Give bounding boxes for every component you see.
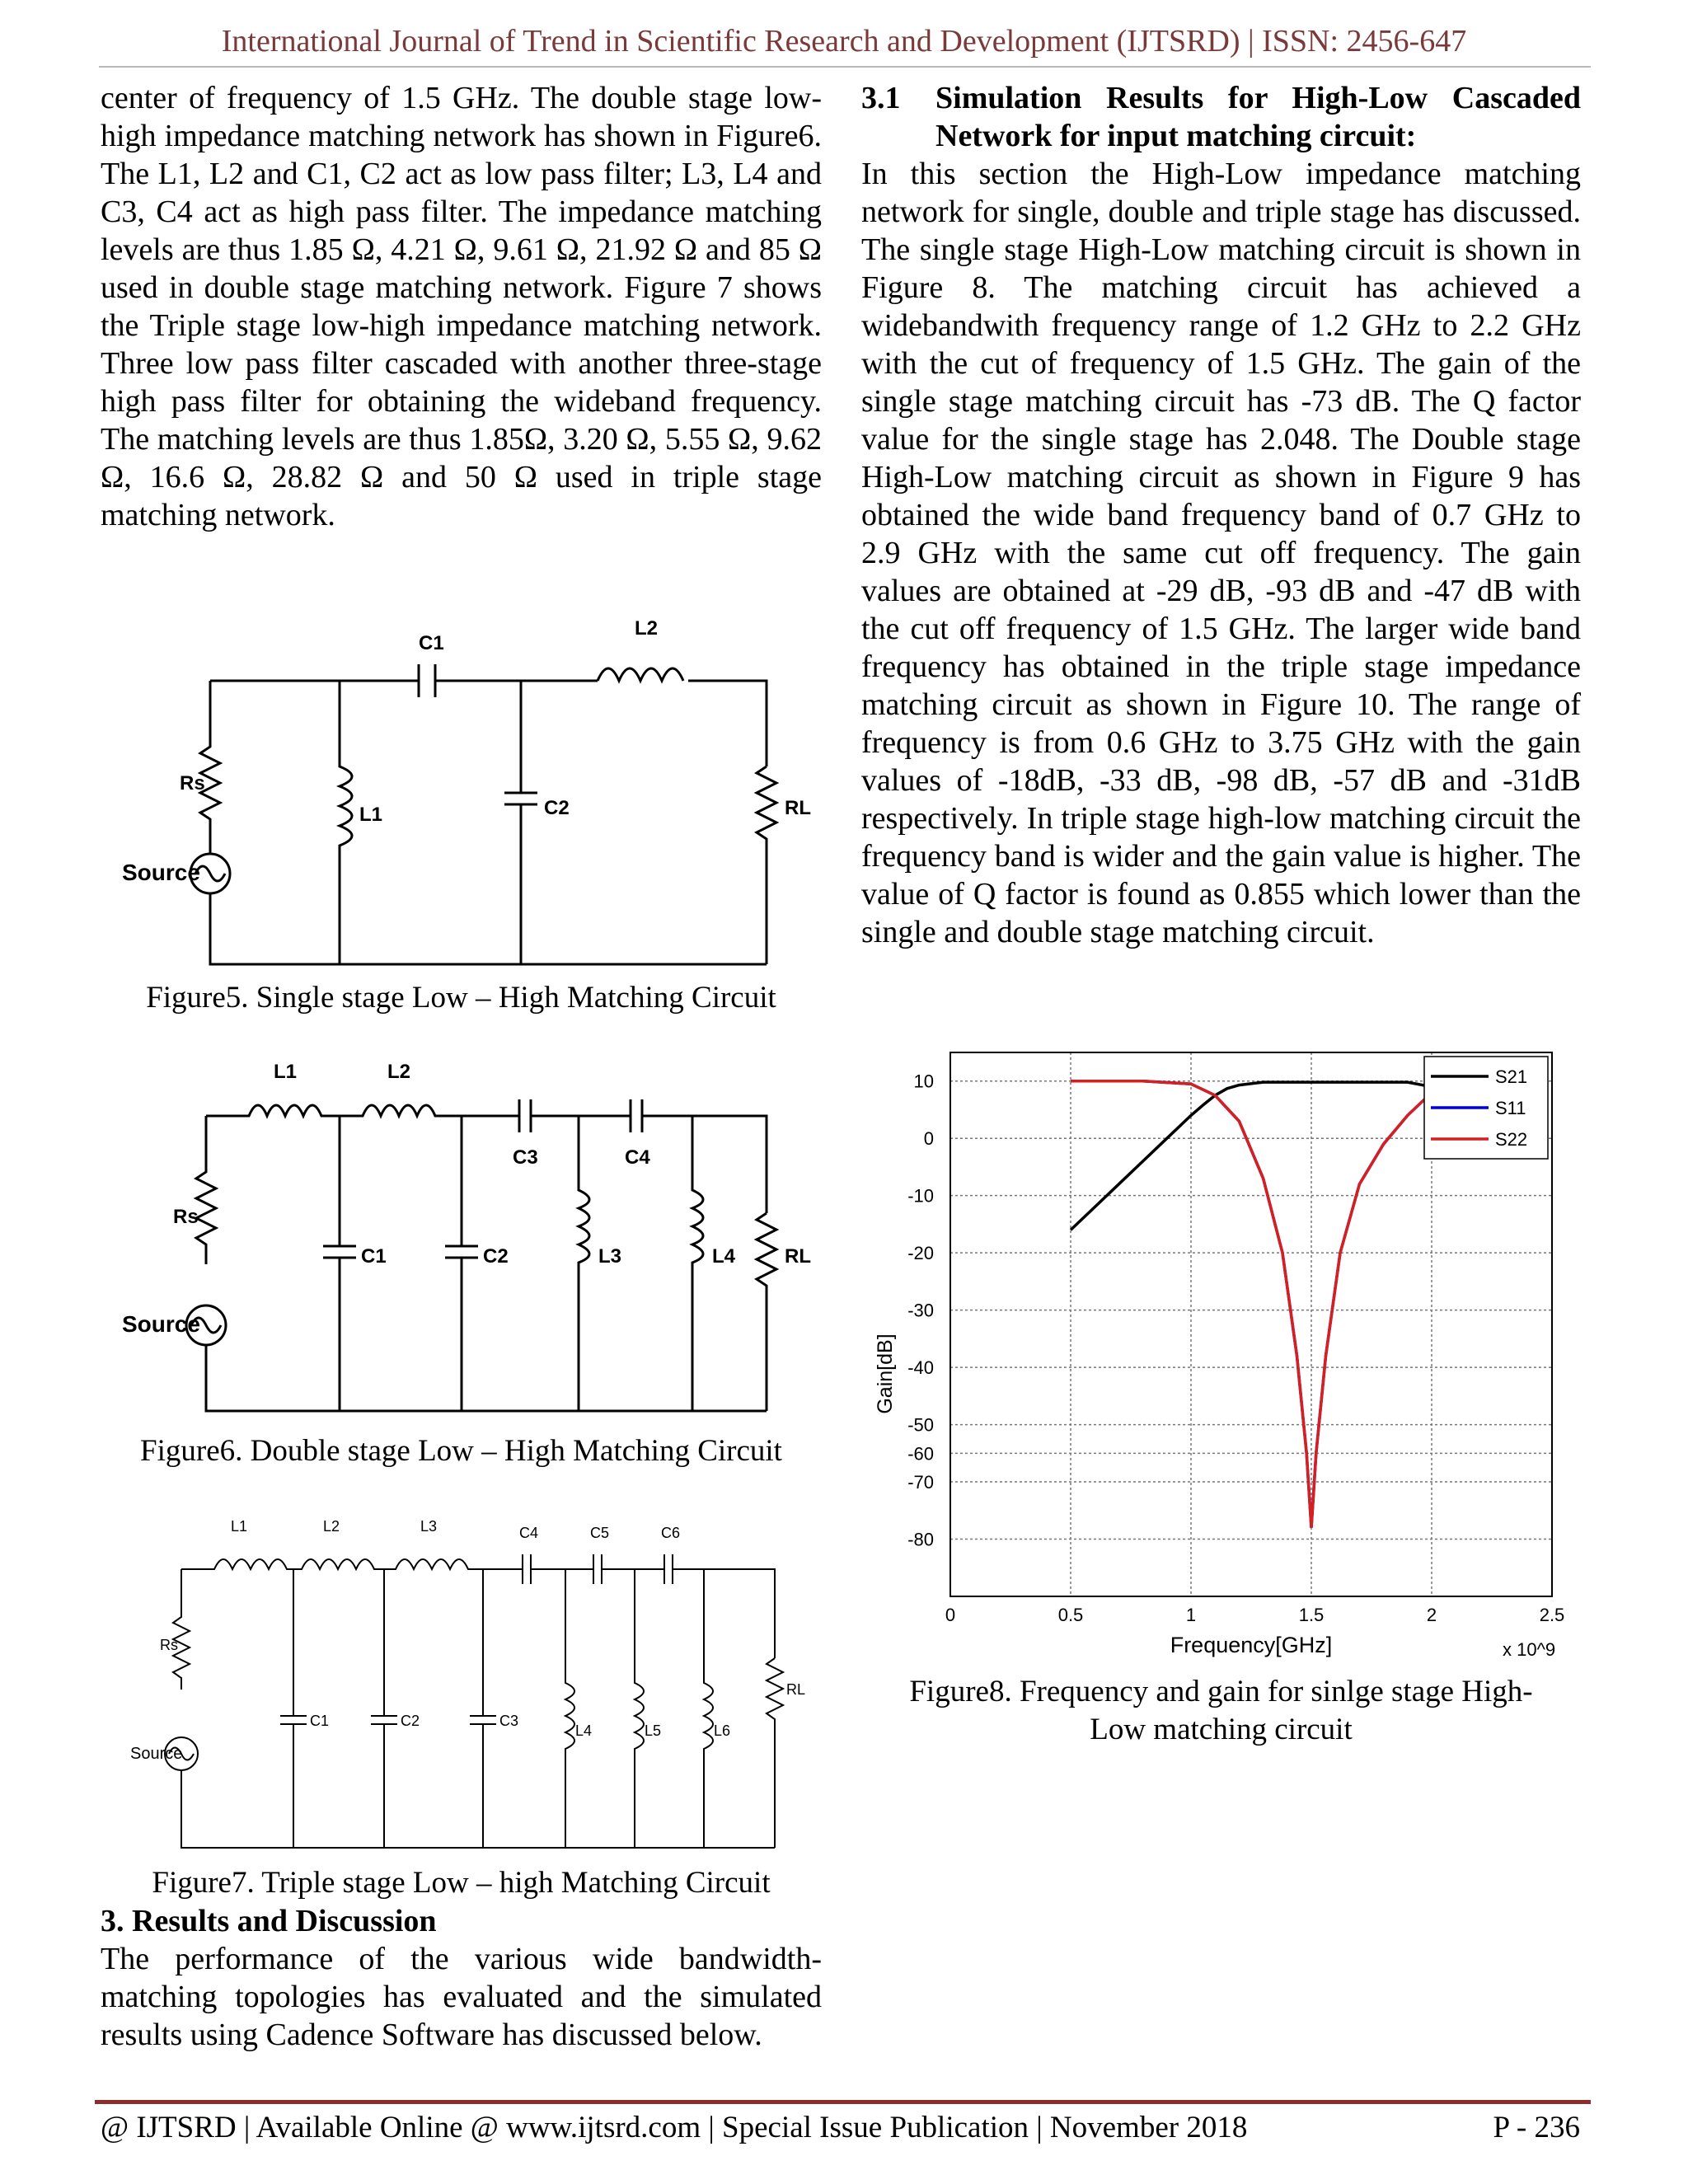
chart-y-tick-label: -20	[907, 1243, 934, 1264]
fig7-label-l1: L1	[231, 1518, 248, 1535]
chart-x-multiplier: x 10^9	[1503, 1639, 1556, 1660]
fig5-label-rs: Rs	[180, 772, 205, 794]
section-3-1	[861, 79, 1581, 951]
chart-y-tick-label: -70	[907, 1472, 934, 1493]
chart-x-tick-label: 0	[945, 1605, 956, 1625]
figure-8-caption-line1: Figure8. Frequency and gain for sinlge stage High-	[909, 1675, 1533, 1708]
section-3-1-heading-line1: Simulation Results for High-Low Cascaded	[935, 81, 1581, 115]
section-3-heading: 3. Results and Discussion	[101, 1904, 437, 1938]
fig5-label-l1: L1	[359, 804, 383, 826]
fig5-label-source: Source	[122, 860, 200, 885]
fig7-label-c4: C4	[519, 1525, 539, 1541]
chart-y-tick-label: -80	[907, 1529, 934, 1550]
section-3-1-text: In this section the High-Low impedance matching network for single, double and triple stage has discussed. The single stage High-Low matching circuit is shown in Figure 8. The matching circuit has achieved a widebandwith frequency range of 1.2 GHz to 2.2 GHz with the cut of frequency of 1.5 GHz. The gain of the single stage matching circuit has -73 dB. The Q factor value for the single stage has 2.048. The Double stage High-Low matching circuit as shown in Figure 9 has obtained the wide band frequency band of 0.7 GHz to 2.9 GHz with the same cut off frequency. The gain values are obtained at -29 dB, -93 dB and -47 dB with the cut off frequency of 1.5 GHz. The larger wide band frequency has obtained in the triple stage impedance matching circuit as shown in Figure 10. The range of frequency is from 0.6 GHz to 3.75 GHz with the gain values of -18dB, -33 dB, -98 dB, -57 dB and -31dB respectively. In triple stage high-low matching circuit the frequency band is wider and the gain value is higher. The value of Q factor is found as 0.855 which lower than the single and double stage matching circuit.	[861, 157, 1581, 949]
fig6-label-c4: C4	[625, 1146, 650, 1169]
fig6-label-l2: L2	[387, 1061, 411, 1083]
fig5-label-l2: L2	[635, 617, 659, 640]
chart-x-tick-label: 2.5	[1539, 1605, 1565, 1625]
fig7-label-rs: Rs	[160, 1637, 178, 1653]
chart-x-tick-label: 1	[1185, 1605, 1197, 1625]
fig6-label-l1: L1	[274, 1061, 298, 1083]
chart-legend-label: S21	[1495, 1066, 1528, 1087]
fig6-label-c2: C2	[483, 1245, 509, 1268]
figure-8-caption-line2: Low matching circuit	[1090, 1713, 1353, 1746]
chart-y-tick-label: -30	[907, 1300, 934, 1321]
fig6-label-c1: C1	[361, 1245, 387, 1268]
footer-divider	[95, 2100, 1591, 2104]
chart-legend	[1424, 1057, 1548, 1159]
fig7-label-l3: L3	[420, 1518, 438, 1535]
fig7-label-l5: L5	[645, 1722, 662, 1739]
section-3-text: The performance of the various wide bandwidth-matching topologies has evaluated and the simulated results using Cadence Software has discussed below.	[101, 1942, 822, 2052]
fig5-label-c1: C1	[419, 632, 444, 654]
chart-y-tick-label: -40	[907, 1357, 934, 1379]
chart-y-axis-label: Gain[dB]	[874, 1333, 897, 1414]
header-divider	[99, 66, 1591, 68]
chart-x-axis-label: Frequency[GHz]	[1170, 1633, 1333, 1657]
fig7-label-source: Source	[130, 1745, 183, 1763]
page-footer	[101, 2110, 1580, 2145]
fig6-label-source: Source	[122, 1311, 200, 1337]
fig6-label-c3: C3	[513, 1146, 538, 1169]
chart-y-tick-label: -60	[907, 1443, 934, 1465]
chart-y-tick-label: -50	[907, 1414, 934, 1436]
section-3-1-number: 3.1	[861, 81, 901, 115]
fig6-label-rl: RL	[785, 1245, 811, 1268]
fig7-label-c1: C1	[310, 1713, 330, 1729]
page-number: P - 236	[1493, 2111, 1580, 2144]
fig6-label-l3: L3	[598, 1245, 622, 1268]
fig7-label-l2: L2	[323, 1518, 340, 1535]
left-intro-paragraph	[101, 79, 822, 534]
chart-y-ticks	[907, 1071, 934, 1550]
journal-header: International Journal of Trend in Scientific Research and Development (IJTSRD) | ISSN: 2456-647	[221, 24, 1467, 59]
fig6-label-rs: Rs	[173, 1206, 199, 1228]
section-3-1-heading-line2: Network for input matching circuit:	[935, 119, 1417, 153]
chart-x-tick-label: 1.5	[1298, 1605, 1325, 1625]
chart-legend-label: S22	[1495, 1129, 1528, 1150]
figure-8-chart	[874, 1043, 1574, 1669]
figure-5-caption: Figure5. Single stage Low – High Matching Circuit	[146, 981, 776, 1015]
fig7-label-l6: L6	[714, 1722, 731, 1739]
chart-series-s22	[1071, 1081, 1432, 1528]
fig7-label-rl: RL	[786, 1681, 806, 1698]
fig7-label-c6: C6	[661, 1525, 681, 1541]
fig7-label-l4: L4	[575, 1722, 593, 1739]
chart-y-tick-label: -10	[907, 1185, 934, 1207]
chart-x-tick-label: 2	[1426, 1605, 1437, 1625]
figure-8-caption	[861, 1673, 1581, 1749]
chart-y-tick-label: 0	[923, 1128, 934, 1150]
figure-6-circuit	[107, 1057, 816, 1419]
figure-6-caption: Figure6. Double stage Low – High Matching Circuit	[140, 1434, 782, 1468]
section-3-1-heading	[861, 79, 1581, 155]
chart-series	[1071, 1081, 1432, 1528]
fig7-label-c3: C3	[499, 1713, 519, 1729]
figure-7-caption: Figure7. Triple stage Low – high Matching Circuit	[152, 1866, 771, 1900]
fig5-label-c2: C2	[544, 797, 570, 819]
chart-y-tick-label: 10	[913, 1071, 934, 1092]
section-3	[101, 1902, 822, 2054]
footer-text: @ IJTSRD | Available Online @ www.ijtsrd.com | Special Issue Publication | November 2018	[101, 2111, 1248, 2144]
fig7-label-c5: C5	[590, 1525, 610, 1541]
chart-x-ticks	[945, 1605, 1564, 1625]
chart-x-tick-label: 0.5	[1057, 1605, 1084, 1625]
chart-legend-label: S11	[1495, 1098, 1526, 1118]
intro-text: center of frequency of 1.5 GHz. The double stage low- high impedance matching network has shown in Figure6. The L1, L2 and C1, C2 act as low pass filter; L3, L4 and C3, C4 act as high pass filter. The impedance matching levels are thus 1.85 Ω, 4.21 Ω, 9.61 Ω, 21.92 Ω and 85 Ω used in double stage matching network. Figure 7 shows the Triple stage low-high impedance matching network. Three low pass filter cascaded with another three-stage high pass filter for obtaining the wideband frequency. The matching levels are thus 1.85Ω, 3.20 Ω, 5.55 Ω, 9.62 Ω, 16.6 Ω, 28.82 Ω and 50 Ω used in triple stage matching network.	[101, 81, 822, 532]
figure-5-circuit	[107, 610, 816, 972]
fig5-label-rl: RL	[785, 797, 811, 819]
fig6-label-l4: L4	[712, 1245, 736, 1268]
fig7-label-c2: C2	[401, 1713, 420, 1729]
figure-7-circuit	[107, 1510, 816, 1856]
